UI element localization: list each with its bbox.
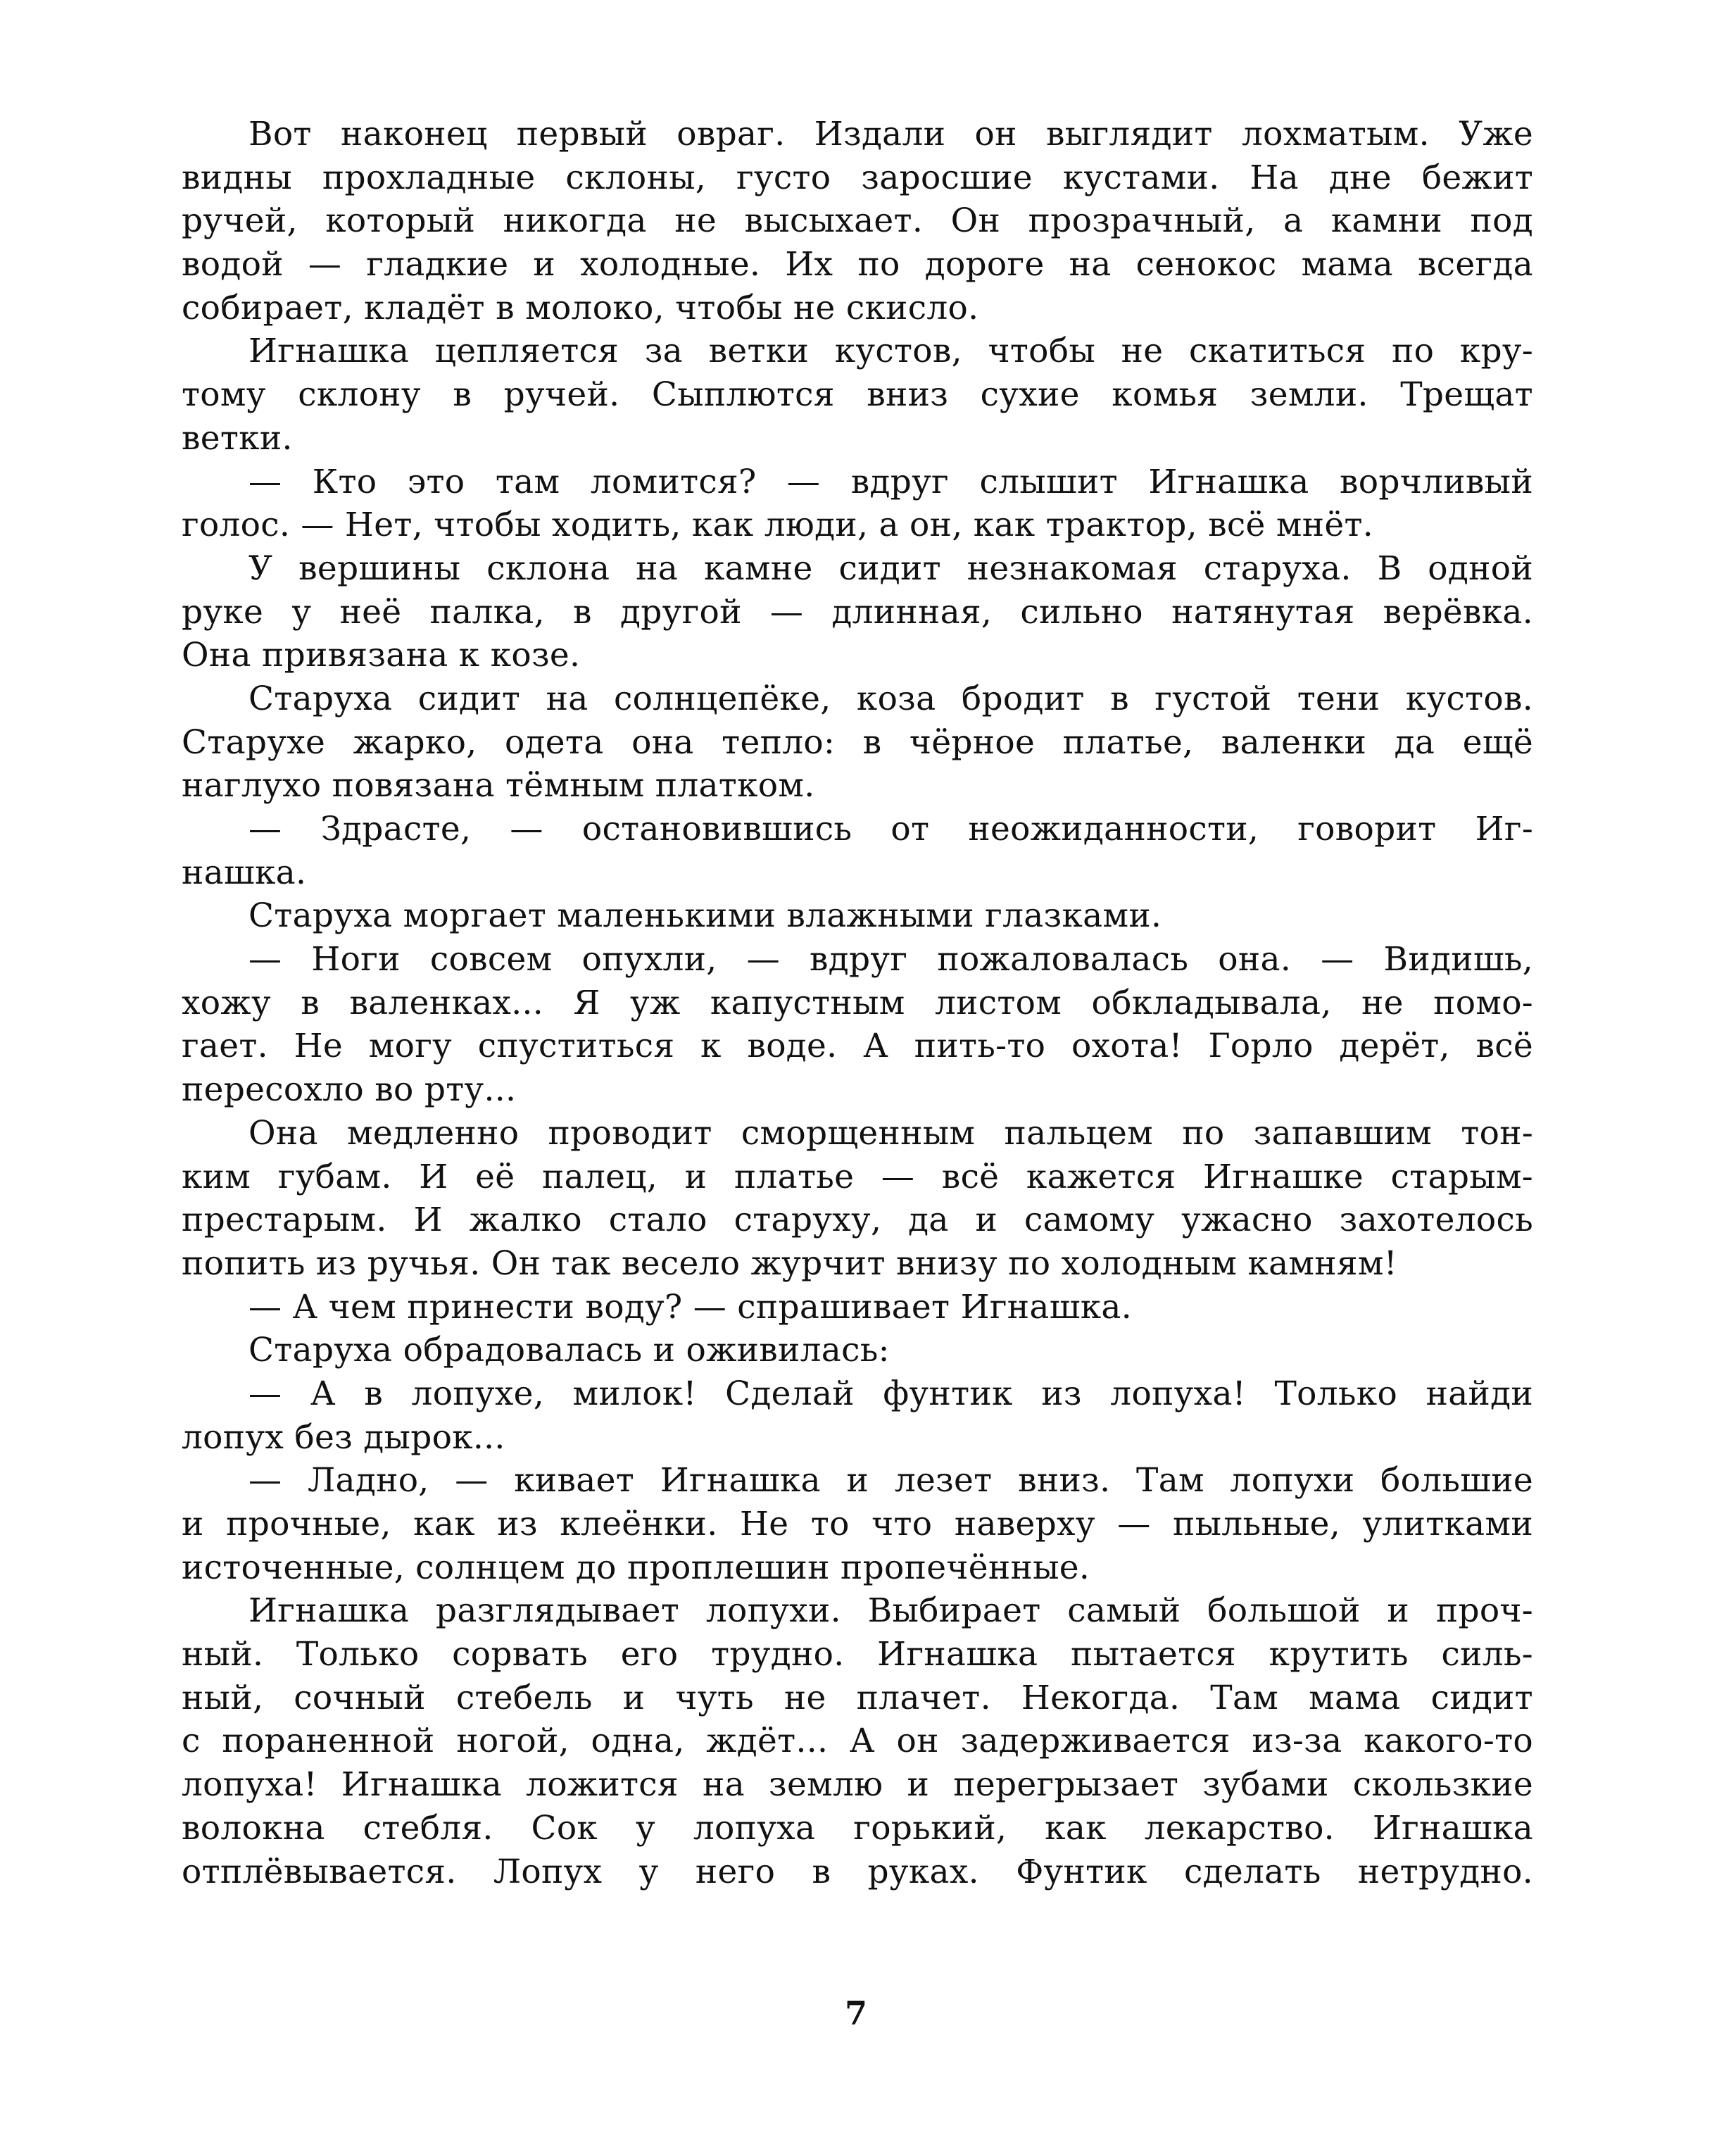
text-line: собирает, кладёт в молоко, чтобы не скисло. (182, 288, 979, 327)
text-line: источенные, солнцем до проплешин пропечённые. (182, 1548, 1090, 1587)
text-line: пересохло во рту... (182, 1070, 517, 1110)
text-line: Игнашка разглядывает лопухи. Выбирает самый большой и проч- (248, 1591, 1533, 1631)
text-line: Она привязана к козе. (182, 636, 581, 675)
text-line: — Ладно, — кивает Игнашка и лезет вниз. Там лопухи большие (248, 1461, 1533, 1500)
text-line: наглухо повязана тёмным платком. (182, 766, 815, 806)
text-line: отплёвывается. Лопух у него в руках. Фунтик сделать нетрудно. (182, 1852, 1533, 1891)
text-line: с пораненной ногой, одна, ждёт... А он задерживается из-за какого-то (182, 1722, 1533, 1761)
text-line: Игнашка цепляется за ветки кустов, чтобы не скатиться по кру- (248, 332, 1533, 371)
text-line: тому склону в ручей. Сыплются вниз сухие комья земли. Трещат (182, 375, 1533, 415)
text-line: лопуха! Игнашка ложится на землю и перегрызает зубами скользкие (182, 1765, 1533, 1805)
text-line: ный. Только сорвать его трудно. Игнашка пытается крутить силь- (182, 1635, 1533, 1674)
text-line: ный, сочный стебель и чуть не плачет. Некогда. Там мама сидит (182, 1678, 1533, 1717)
text-line: — Кто это там ломится? — вдруг слышит Игнашка ворчливый (248, 462, 1533, 501)
text-line: и прочные, как из клеёнки. Не то что наверху — пыльные, улитками (182, 1505, 1533, 1543)
text-line: Старуха обрадовалась и оживилась: (248, 1331, 890, 1370)
text-line: престарым. И жалко стало старуху, да и самому ужасно захотелось (182, 1201, 1533, 1240)
text-line: Старуха сидит на солнцепёке, коза бродит в густой тени кустов. (248, 679, 1533, 718)
text-line: попить из ручья. Он так весело журчит внизу по холодным камням! (182, 1243, 1397, 1283)
text-line: — А в лопухе, милок! Сделай фунтик из лопуха! Только найди (248, 1374, 1533, 1413)
text-line: гает. Не могу спуститься к воде. А пить-то охота! Горло дерёт, всё (182, 1027, 1533, 1066)
text-line: хожу в валенках... Я уж капустным листом обкладывала, не помо- (182, 983, 1533, 1022)
text-line: ветки. (182, 418, 293, 458)
text-line: Старухе жарко, одета она тепло: в чёрное платье, валенки да ещё (182, 722, 1533, 762)
text-line: руке у неё палка, в другой — длинная, сильно натянутая верёвка. (182, 592, 1533, 632)
text-line: ручей, который никогда не высыхает. Он прозрачный, а камни под (182, 201, 1533, 241)
text-line: — Здрасте, — остановившись от неожиданности, говорит Иг- (248, 810, 1533, 848)
text-line: — А чем принести воду? — спрашивает Игнашка. (248, 1287, 1132, 1327)
text-line: Вот наконец первый овраг. Издали он выглядит лохматым. Уже (248, 115, 1533, 153)
text-line: ким губам. И её палец, и платье — всё кажется Игнашке старым- (182, 1157, 1533, 1196)
text-line: лопух без дырок... (182, 1417, 505, 1457)
text-line: нашка. (182, 853, 307, 892)
text-line: видны прохладные склоны, густо заросшие кустами. На дне бежит (182, 158, 1533, 197)
text-line: — Ноги совсем опухли, — вдруг пожаловалась она. — Видишь, (248, 940, 1533, 979)
text-line: Старуха моргает маленькими влажными глазками. (248, 896, 1162, 936)
text-line: голос. — Нет, чтобы ходить, как люди, а он, как трактор, всё мнёт. (182, 506, 1373, 545)
text-line: Она медленно проводит сморщенным пальцем по запавшим тон- (248, 1113, 1533, 1153)
text-line: У вершины склона на камне сидит незнакомая старуха. В одной (248, 549, 1533, 588)
text-line: волокна стебля. Сок у лопуха горький, как лекарство. Игнашка (182, 1808, 1533, 1848)
page-number: 7 (844, 1994, 867, 2032)
page-body-text (182, 113, 1533, 1893)
text-line: водой — гладкие и холодные. Их по дороге на сенокос мама всегда (182, 245, 1533, 284)
